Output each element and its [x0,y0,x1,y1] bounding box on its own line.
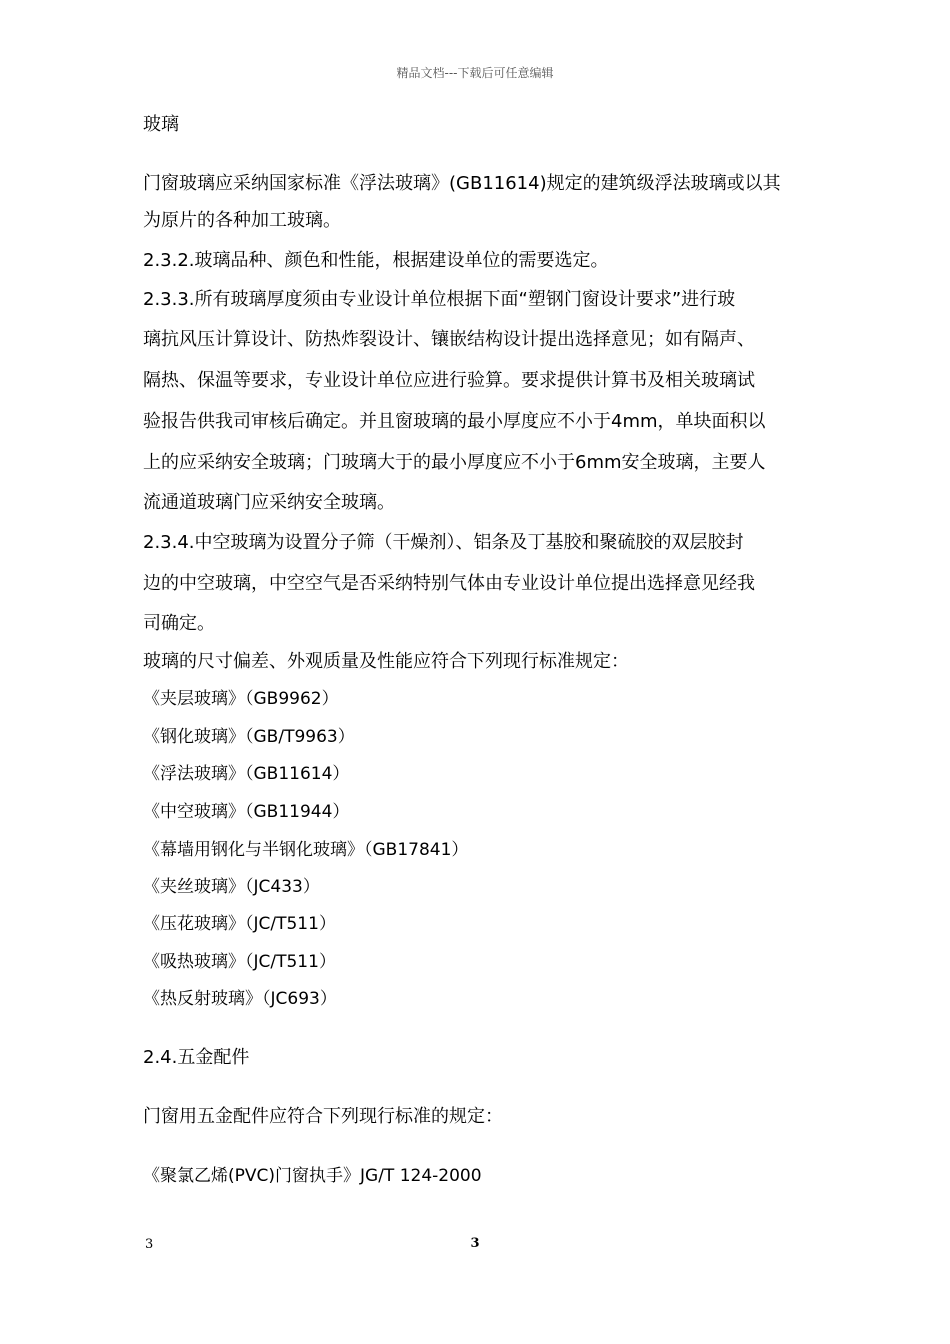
paragraph-line: 2.3.2.玻璃品种、颜色和性能，根据建设单位的需要选定。 [143,250,609,271]
paragraph-line: 验报告供我司审核后确定。并且窗玻璃的最小厚度应不小于4mm，单块面积以 [143,411,766,432]
standard-item: 《热反射玻璃》（JC693） [143,989,337,1009]
footer-page-number-center: 3 [470,1236,480,1251]
paragraph-line: 隔热、保温等要求，专业设计单位应进行验算。要求提供计算书及相关玻璃试 [143,370,755,391]
paragraph-line: 玻璃的尺寸偏差、外观质量及性能应符合下列现行标准规定： [143,651,629,672]
standard-item: 《压花玻璃》（JC/T511） [143,914,336,934]
footer-page-number-left: 3 [145,1237,154,1252]
standard-item: 《聚氯乙烯(PVC)门窗执手》JG/T 124-2000 [143,1166,482,1186]
paragraph-line: 上的应采纳安全玻璃；门玻璃大于的最小厚度应不小于6mm安全玻璃，主要人 [143,452,766,473]
standard-item: 《夹层玻璃》（GB9962） [143,689,339,709]
paragraph-line: 2.3.4.中空玻璃为设置分子筛（干燥剂）、铝条及丁基胶和聚硫胶的双层胶封 [143,532,744,553]
page-header: 精品文档---下载后可任意编辑 [396,66,554,80]
paragraph-line: 司确定。 [143,613,215,634]
paragraph-line: 门窗玻璃应采纳国家标准《浮法玻璃》(GB11614)规定的建筑级浮法玻璃或以其 [143,173,781,194]
paragraph-line: 璃抗风压计算设计、防热炸裂设计、镶嵌结构设计提出选择意见；如有隔声、 [143,329,755,350]
standard-item: 《夹丝玻璃》（JC433） [143,877,320,897]
paragraph-line: 门窗用五金配件应符合下列现行标准的规定： [143,1106,503,1127]
standard-item: 《中空玻璃》（GB11944） [143,802,350,822]
paragraph-line: 为原片的各种加工玻璃。 [143,210,341,231]
paragraph-line: 2.3.3.所有玻璃厚度须由专业设计单位根据下面“塑钢门窗设计要求”进行玻 [143,289,736,310]
standard-item: 《钢化玻璃》（GB/T9963） [143,727,355,747]
paragraph-line: 流通道玻璃门应采纳安全玻璃。 [143,492,395,513]
standard-item: 《浮法玻璃》（GB11614） [143,764,350,784]
heading-hardware: 2.4.五金配件 [143,1047,250,1068]
standard-item: 《吸热玻璃》（JC/T511） [143,952,336,972]
heading-glass: 玻璃 [143,114,179,135]
paragraph-line: 边的中空玻璃，中空空气是否采纳特别气体由专业设计单位提出选择意见经我 [143,573,755,594]
standard-item: 《幕墙用钢化与半钢化玻璃》（GB17841） [143,840,469,860]
